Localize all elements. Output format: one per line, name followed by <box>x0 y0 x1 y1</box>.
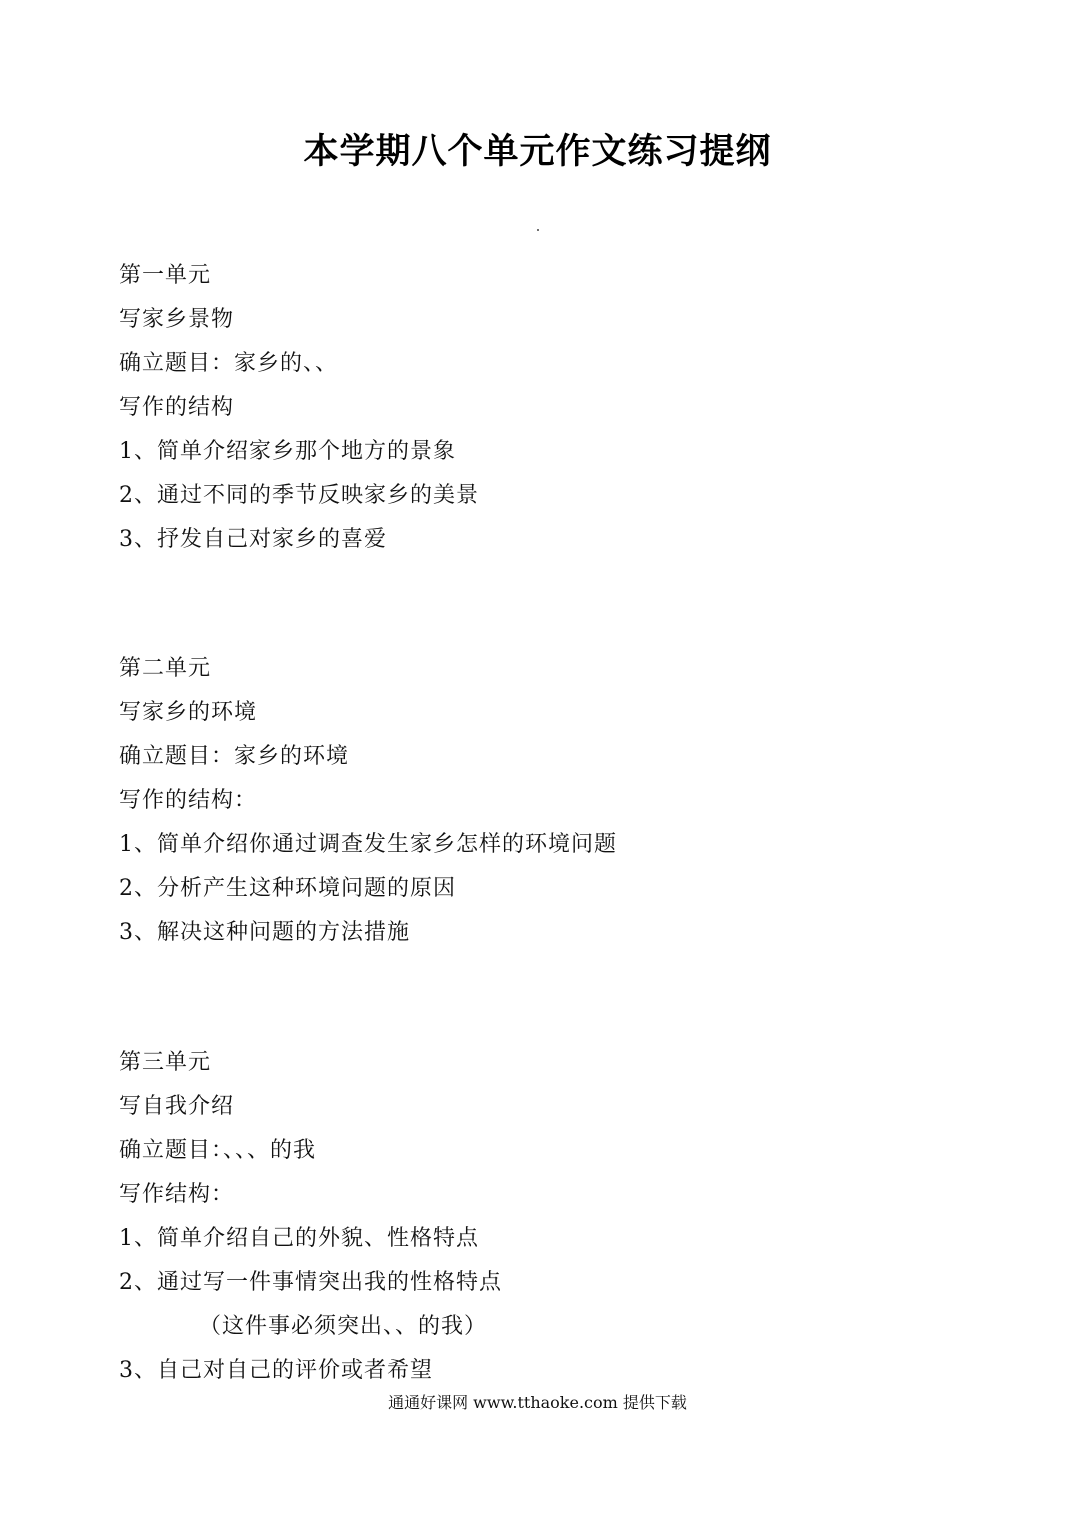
structure-item: 3、抒发自己对家乡的喜爱 <box>119 527 387 552</box>
section-unit-3 <box>119 1041 1019 1393</box>
download-footer: 通通好课网 www.tthaoke.com 提供下载 <box>388 1393 687 1412</box>
section-topic: 写自我介绍 <box>119 1094 235 1119</box>
section-heading: 第三单元 <box>119 1050 212 1075</box>
structure-item: 2、通过不同的季节反映家乡的美景 <box>119 483 479 508</box>
structure-note: （这件事必须突出、、的我） <box>199 1314 488 1339</box>
structure-item: 1、简单介绍家乡那个地方的景象 <box>119 439 456 464</box>
structure-item: 2、分析产生这种环境问题的原因 <box>119 876 456 901</box>
structure-item: 3、自己对自己的评价或者希望 <box>119 1358 433 1383</box>
section-unit-2 <box>119 647 1019 955</box>
section-structure-label: 写作的结构 <box>119 395 235 420</box>
structure-item: 1、简单介绍自己的外貌、性格特点 <box>119 1226 479 1251</box>
section-heading: 第二单元 <box>119 656 212 681</box>
structure-item: 1、简单介绍你通过调查发生家乡怎样的环境问题 <box>119 832 617 857</box>
section-title-rule: 确立题目：家乡的、、 <box>119 351 339 376</box>
section-unit-1 <box>119 254 1019 562</box>
section-topic: 写家乡景物 <box>119 307 235 332</box>
section-heading: 第一单元 <box>119 263 212 288</box>
page-title: 本学期八个单元作文练习提纲 <box>303 132 772 172</box>
section-structure-label: 写作的结构： <box>119 788 258 813</box>
stray-dot <box>537 229 539 231</box>
section-structure-label: 写作结构： <box>119 1182 235 1207</box>
structure-item: 3、解决这种问题的方法措施 <box>119 920 410 945</box>
section-title-rule: 确立题目：、、、的我 <box>119 1138 317 1163</box>
structure-item: 2、通过写一件事情突出我的性格特点 <box>119 1270 502 1295</box>
section-title-rule: 确立题目：家乡的环境 <box>119 744 350 769</box>
section-topic: 写家乡的环境 <box>119 700 258 725</box>
